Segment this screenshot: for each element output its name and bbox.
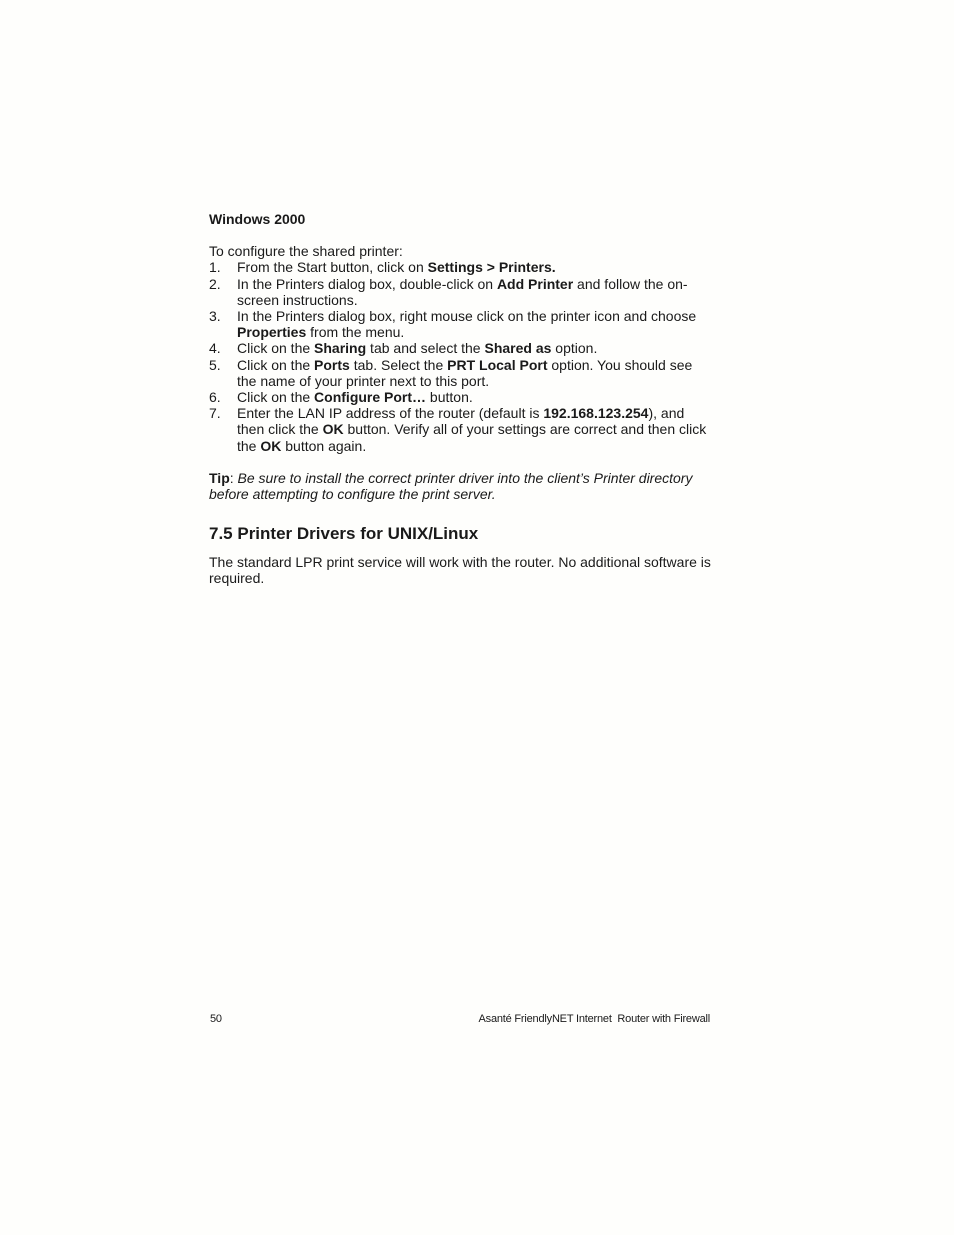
step-text: In the Printers dialog box, double-click on <box>237 275 497 292</box>
step-text: and follow the on-screen instructions. <box>237 275 688 308</box>
step-emphasis: Configure Port… <box>314 389 427 406</box>
step-item <box>209 276 714 308</box>
step-emphasis: Shared as <box>484 340 552 357</box>
tip-separator: : <box>229 469 238 486</box>
step-emphasis: Properties <box>237 324 307 341</box>
section-paragraph: The standard LPR print service will work with the router. No additional software is required. <box>209 554 711 587</box>
step-item <box>209 340 714 356</box>
step-text: Click on the <box>237 389 315 406</box>
step-text: option. <box>551 340 598 357</box>
page-content <box>209 211 714 587</box>
step-emphasis: Add Printer <box>496 275 574 292</box>
step-text: option. You should see the name of your printer next to this port. <box>237 356 693 389</box>
step-item <box>209 357 714 389</box>
step-number: 2. <box>209 275 221 292</box>
step-number: 6. <box>209 389 221 406</box>
step-text: ), and then click the <box>237 405 685 438</box>
step-item <box>209 405 714 454</box>
step-item <box>209 389 714 405</box>
step-text: Click on the <box>237 356 315 373</box>
step-text: button. <box>426 389 473 406</box>
steps-list <box>209 259 714 453</box>
step-number: 4. <box>209 340 221 357</box>
step-text: In the Printers dialog box, right mouse click on the printer icon and choose <box>237 308 697 325</box>
step-text: from the menu. <box>306 324 405 341</box>
step-item <box>209 259 714 275</box>
section-heading: 7.5 Printer Drivers for UNIX/Linux <box>209 524 479 544</box>
step-emphasis: OK <box>260 437 282 454</box>
step-text: button again. <box>281 437 367 454</box>
step-emphasis: Ports <box>314 356 350 373</box>
step-emphasis: Settings > Printers. <box>427 259 556 276</box>
step-emphasis: PRT Local Port <box>447 356 548 373</box>
footer-title: Asanté FriendlyNET Internet Router with Firewall <box>478 1013 710 1025</box>
tip-label: Tip <box>209 469 230 486</box>
step-text: Enter the LAN IP address of the router (default is <box>237 405 544 422</box>
step-number: 7. <box>209 405 221 422</box>
step-number: 1. <box>209 259 221 276</box>
tip-text: Be sure to install the correct printer driver into the client’s Printer directory before attempting to configure the print server. <box>209 469 693 503</box>
step-text: button. Verify all of your settings are correct and then click the <box>237 421 707 454</box>
step-emphasis: 192.168.123.254 <box>543 405 649 422</box>
step-number: 3. <box>209 308 221 325</box>
tip-note <box>209 470 714 502</box>
step-emphasis: Sharing <box>314 340 367 357</box>
page-number: 50 <box>210 1013 222 1025</box>
intro-text: To configure the shared printer: <box>209 243 403 260</box>
step-text: From the Start button, click on <box>237 259 428 276</box>
step-number: 5. <box>209 356 221 373</box>
step-emphasis: OK <box>322 421 344 438</box>
step-text: tab. Select the <box>349 356 448 373</box>
step-item <box>209 308 714 340</box>
step-text: tab and select the <box>366 340 485 357</box>
step-text: Click on the <box>237 340 315 357</box>
subheading: Windows 2000 <box>209 211 306 227</box>
